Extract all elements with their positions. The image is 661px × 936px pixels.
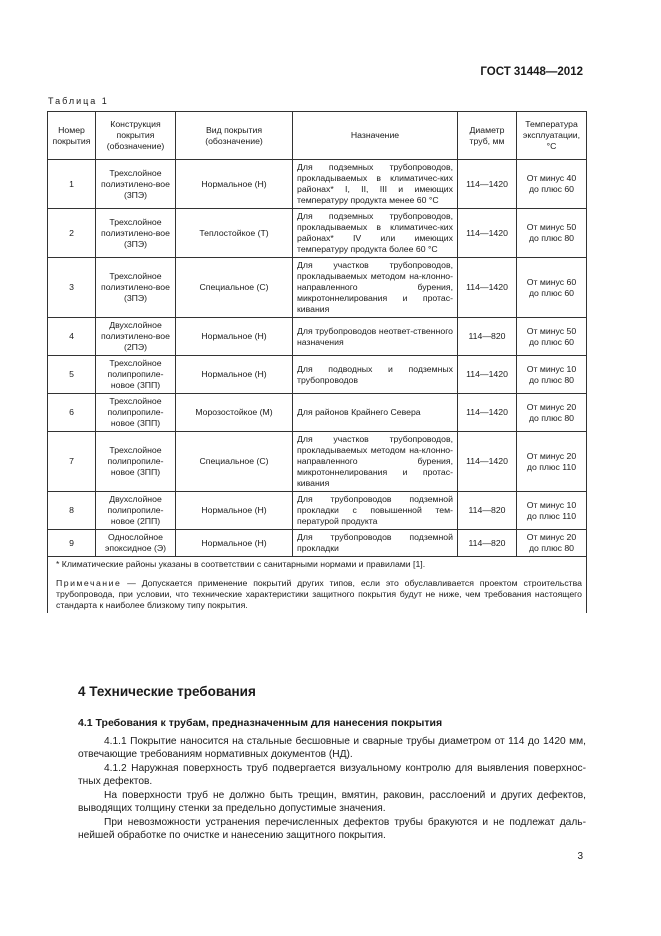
row-coating-type: Нормальное (Н) (176, 318, 293, 356)
row-purpose: Для участков трубопроводов, прокладываемых методом на-клонно-направленного бурения, микротоннелирования и протас-кивания (293, 258, 458, 318)
paragraph-rejection (78, 816, 586, 842)
row-construction: Трехслойное полипропиле-новое (3ПП) (96, 432, 176, 492)
row-construction: Трехслойное полиэтилено-вое (3ПЭ) (96, 160, 176, 209)
table-row (48, 356, 587, 394)
table-body (48, 160, 587, 557)
table-row (48, 432, 587, 492)
row-construction: Двухслойное полипропиле-новое (2ПП) (96, 492, 176, 530)
coating-types-table (47, 111, 587, 613)
col-header-diameter: Диаметр труб, мм (458, 112, 517, 160)
table-row (48, 209, 587, 258)
row-number: 6 (48, 394, 96, 432)
row-coating-type: Нормальное (Н) (176, 492, 293, 530)
col-header-number: Номер покрытия (48, 112, 96, 160)
row-diameter: 114—820 (458, 530, 517, 557)
row-temperature: От минус 20 до плюс 80 (517, 394, 587, 432)
table-note (56, 578, 582, 611)
row-temperature: От минус 20 до плюс 110 (517, 432, 587, 492)
row-coating-type: Нормальное (Н) (176, 160, 293, 209)
row-coating-type: Нормальное (Н) (176, 530, 293, 557)
paragraph-defects (78, 789, 586, 815)
document-code: ГОСТ 31448—2012 (480, 66, 583, 78)
row-construction: Однослойное эпоксидное (Э) (96, 530, 176, 557)
row-number: 1 (48, 160, 96, 209)
row-diameter: 114—1420 (458, 160, 517, 209)
row-diameter: 114—1420 (458, 394, 517, 432)
table-header-row (48, 112, 587, 160)
row-temperature: От минус 10 до плюс 110 (517, 492, 587, 530)
table-row (48, 318, 587, 356)
row-diameter: 114—1420 (458, 356, 517, 394)
row-construction: Трехслойное полиэтилено-вое (3ПЭ) (96, 258, 176, 318)
row-construction: Трехслойное полипропиле-новое (3ПП) (96, 356, 176, 394)
row-number: 3 (48, 258, 96, 318)
paragraph-4-1-2 (78, 762, 586, 788)
row-construction: Трехслойное полиэтилено-вое (3ПЭ) (96, 209, 176, 258)
row-coating-type: Теплостойкое (Т) (176, 209, 293, 258)
row-diameter: 114—1420 (458, 209, 517, 258)
row-temperature: От минус 10 до плюс 80 (517, 356, 587, 394)
row-purpose: Для районов Крайнего Севера (293, 394, 458, 432)
row-number: 7 (48, 432, 96, 492)
paragraph-text: 4.1.2 Наружная поверхность труб подвергается визуальному контролю для выявления поверхнос-тных дефектов. (78, 763, 586, 788)
table-row (48, 258, 587, 318)
row-coating-type: Морозостойкое (М) (176, 394, 293, 432)
row-number: 4 (48, 318, 96, 356)
row-number: 2 (48, 209, 96, 258)
table-caption: Таблица 1 (48, 96, 109, 106)
row-number: 8 (48, 492, 96, 530)
row-purpose: Для трубопроводов подземной прокладки с повышенной тем-пературой продукта (293, 492, 458, 530)
row-temperature: От минус 50 до плюс 60 (517, 318, 587, 356)
table-notes-row (48, 557, 587, 614)
page-number: 3 (577, 851, 583, 862)
row-temperature: От минус 20 до плюс 80 (517, 530, 587, 557)
row-construction: Двухслойное полиэтилено-вое (2ПЭ) (96, 318, 176, 356)
table-row (48, 492, 587, 530)
col-header-temperature: Температура эксплуатации, °С (517, 112, 587, 160)
row-coating-type: Специальное (С) (176, 432, 293, 492)
row-coating-type: Специальное (С) (176, 258, 293, 318)
row-purpose: Для подводных и подземных трубопроводов (293, 356, 458, 394)
subsection-title: 4.1 Требования к трубам, предназначенным для нанесения покрытия (78, 717, 443, 729)
row-diameter: 114—1420 (458, 432, 517, 492)
table-notes (48, 557, 587, 614)
row-number: 5 (48, 356, 96, 394)
row-purpose: Для подземных трубопроводов, прокладываемых в климатичес-ких районах* IV или имеющих температуру продукта более 60 °С (293, 209, 458, 258)
row-temperature: От минус 50 до плюс 80 (517, 209, 587, 258)
col-header-construction: Конструкция покрытия (обозначение) (96, 112, 176, 160)
table-row (48, 160, 587, 209)
note-text: — Допускается применение покрытий других типов, если это обуславливается проектом строительства трубопровода, при условии, что технические характеристики защитного покрытия будут не ниже, чем требования настоящего стандарта к наиболее близкому типу покрытия. (56, 578, 582, 610)
row-purpose: Для трубопроводов подземной прокладки (293, 530, 458, 557)
row-construction: Трехслойное полипропиле-новое (3ПП) (96, 394, 176, 432)
row-purpose: Для участков трубопроводов, прокладываемых методом на-клонно-направленного бурения, микротоннелирования и протас-кивания (293, 432, 458, 492)
row-purpose: Для подземных трубопроводов, прокладываемых в климатичес-ких районах* I, II, III и имеющих температуру продукта менее 60 °С (293, 160, 458, 209)
paragraph-4-1-1 (78, 735, 586, 761)
table-row (48, 394, 587, 432)
row-diameter: 114—820 (458, 318, 517, 356)
row-diameter: 114—820 (458, 492, 517, 530)
table-row (48, 530, 587, 557)
row-number: 9 (48, 530, 96, 557)
table-footnote: * Климатические районы указаны в соответствии с санитарными нормами и правилами [1]. (56, 559, 426, 569)
col-header-type: Вид покрытия (обозначение) (176, 112, 293, 160)
row-temperature: От минус 40 до плюс 60 (517, 160, 587, 209)
row-purpose: Для трубопроводов неответ-ственного назначения (293, 318, 458, 356)
row-temperature: От минус 60 до плюс 60 (517, 258, 587, 318)
paragraph-text: 4.1.1 Покрытие наносится на стальные бесшовные и сварные трубы диаметром от 114 до 1420 мм, отвечающие требованиям нормативных документов (НД). (78, 736, 586, 761)
paragraph-text: При невозможности устранения перечисленных дефектов трубы бракуются и не подлежат даль-нейшей обработке по очистке и нанесению защитного покрытия. (78, 817, 586, 842)
col-header-purpose: Назначение (293, 112, 458, 160)
row-diameter: 114—1420 (458, 258, 517, 318)
paragraph-text: На поверхности труб не должно быть трещин, вмятин, раковин, расслоений и других дефектов, выводящих толщину стенки за предельно допустимые значения. (78, 790, 586, 815)
section-title: 4 Технические требования (78, 684, 256, 699)
row-coating-type: Нормальное (Н) (176, 356, 293, 394)
note-label: Примечание (56, 578, 122, 588)
